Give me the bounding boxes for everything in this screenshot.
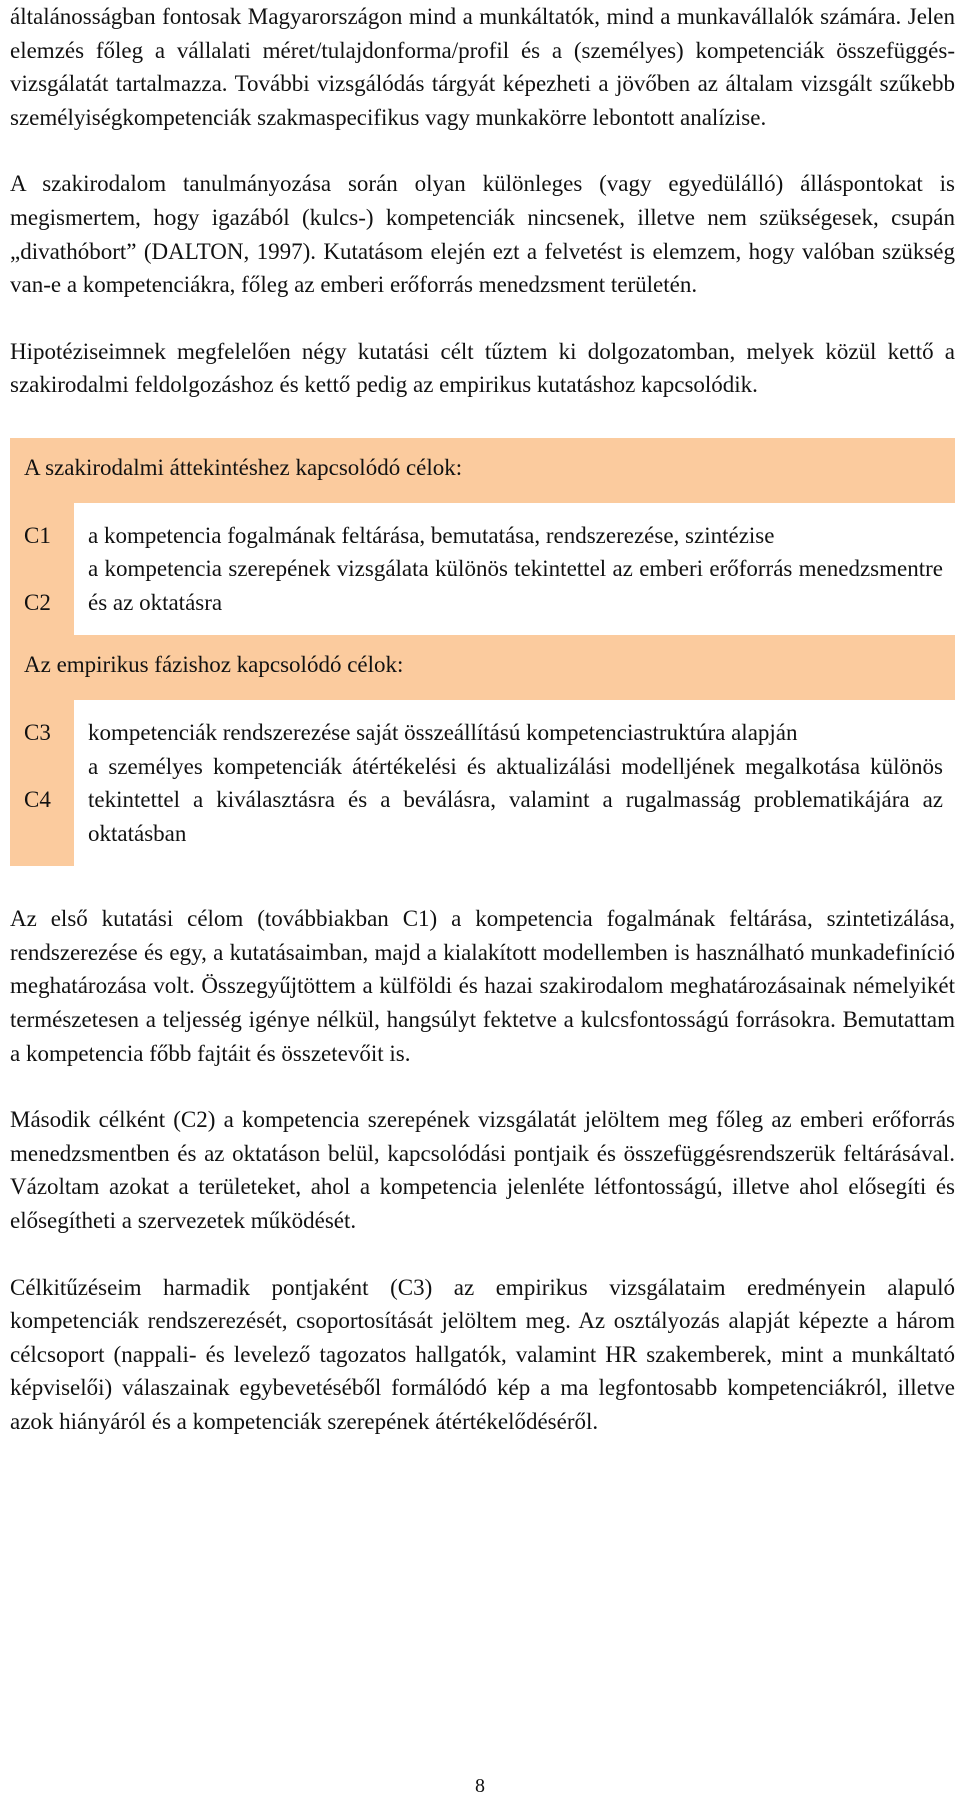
goal-text-c1: a kompetencia fogalmának feltárása, bemutatása, rendszerezése, szintézise [88,522,775,548]
empirical-goals-heading: Az empirikus fázishoz kapcsolódó célok: [10,635,955,700]
literature-goals-list [10,503,955,636]
goal-text-c3: kompetenciák rendszerezése saját összeállítású kompetenciastruktúra alapján [88,719,798,745]
paragraph-goal-c2: Második célként (C2) a kompetencia szerepének vizsgálatát jelöltem meg főleg az emberi erőforrás menedzsmentben és az oktatáson belül, kapcsolódási pontjaik és összefüggésrendszerük feltárásával. Vázoltam azokat a területeket, ahol a kompetencia jelenléte létfontosságú, illetve ahol elősegíti és elősegítheti a szervezetek működését. [10,1107,955,1234]
goal-code-c4: C4 [24,787,51,813]
paragraph-goal-c3: Célkitűzéseim harmadik pontjaként (C3) az empirikus vizsgálataim eredményein alapuló kompetenciák rendszerezését, csoportosítását jelöltem meg. Az osztályozás alapját képezte a három célcsoport (nappali- és levelező tagozatos hallgatók, valamint HR szakemberek, mint a munkáltató képviselői) válaszainak egybevetéséből formálódó kép a ma legfontosabb kompetenciákról, illetve azok hiányáról és a kompetenciák szerepének átértékelődéséről. [10,1274,955,1434]
document-page [10,0,955,1439]
literature-goals-heading: A szakirodalmi áttekintéshez kapcsolódó célok: [10,438,955,503]
goal-text-c4: a személyes kompetenciák átértékelési és aktualizálási modelljének megalkotása különös tekintettel a kiválasztásra és a beválásra, valamint a rugalmasság problematikájára az oktatásban [88,753,943,846]
goal-code-c1: C1 [24,522,51,548]
paragraph-literature-review: A szakirodalom tanulmányozása során olyan különleges (vagy egyedülálló) álláspontokat is megismertem, hogy igazából (kulcs-) kompetenciák nincsenek, illetve nem szükségesek, csupán „divathóbort” (DALTON, 1997). Kutatásom elején ezt a felvetést is elemzem, hogy valóban szükség van-e a kompetenciákra, főleg az emberi erőforrás menedzsment területén. [10,171,955,298]
page-number: 8 [475,1775,485,1797]
goal-codes-strip-2 [10,700,74,866]
goal-codes-strip [10,503,74,636]
paragraph-intro: általánosságban fontosak Magyarországon mind a munkáltatók, mind a munkavállalók számára. Jelen elemzés főleg a vállalati méret/tulajdonforma/profil és a (személyes) kompetenciák összefüggés-vizsgálatát tartalmazza. További vizsgálódás tárgyát képezheti a jövőben az általam vizsgált szűkebb személyiségkompetenciák szakmaspecifikus vagy munkakörre lebontott analízise. [10,4,955,130]
paragraph-hypotheses: Hipotéziseimnek megfelelően négy kutatási célt tűztem ki dolgozatomban, melyek közül kettő a szakirodalmi feldolgozáshoz és kettő pedig az empirikus kutatáshoz kapcsolódik. [10,338,955,398]
empirical-goals-list [10,700,955,866]
goal-code-c2: C2 [24,589,51,615]
literature-goals-texts [74,503,955,636]
research-goals-box [10,438,955,866]
empirical-goals-texts [74,700,955,866]
goal-code-c3: C3 [24,719,51,745]
paragraph-goal-c1: Az első kutatási célom (továbbiakban C1) a kompetencia fogalmának feltárása, szintetizálása, rendszerezése és egy, a kutatásaimban, majd a kialakított modellemben is használható munkadefiníció meghatározása volt. Összegyűjtöttem a külföldi és hazai szakirodalom meghatározásainak némelyikét természetesen a teljesség igénye nélkül, hangsúlyt fektetve a kulcsfontosságú forrásokra. Bemutattam a kompetencia főbb fajtáit és összetevőit is. [10,906,955,1066]
goal-text-c2: a kompetencia szerepének vizsgálata különös tekintettel az emberi erőforrás menedzsmentre és az oktatásra [88,556,943,615]
